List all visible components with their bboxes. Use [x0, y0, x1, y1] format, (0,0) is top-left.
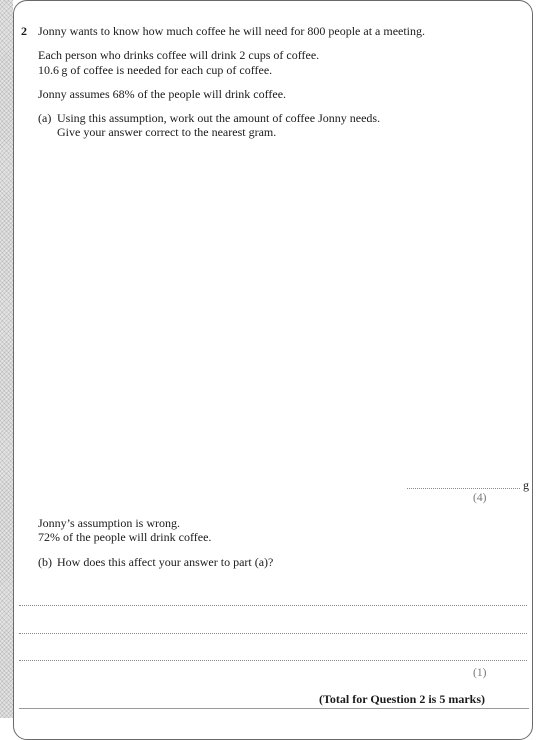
- answer-line-a[interactable]: [407, 488, 520, 489]
- part-a-label: (a): [38, 111, 52, 125]
- part-a-line-2: Give your answer correct to the nearest gram.: [57, 125, 277, 139]
- part-a-line-1: Using this assumption, work out the amount of coffee Jonny needs.: [57, 111, 381, 125]
- question-number: 2: [21, 24, 27, 38]
- part-b-text: How does this affect your answer to part (a)?: [57, 555, 274, 569]
- correction-line-2: 72% of the people will drink coffee.: [38, 530, 212, 544]
- part-b-label: (b): [38, 555, 52, 569]
- total-marks: (Total for Question 2 is 5 marks): [319, 692, 486, 706]
- info-line-2: 10.6 g of coffee is needed for each cup of coffee.: [38, 63, 273, 77]
- correction-line-1: Jonny’s assumption is wrong.: [38, 516, 181, 530]
- answer-line-b-3[interactable]: [19, 660, 527, 661]
- bottom-rule: [19, 708, 529, 709]
- question-intro: Jonny wants to know how much coffee he will need for 800 people at a meeting.: [38, 24, 426, 38]
- info-line-1: Each person who drinks coffee will drink 2 cups of coffee.: [38, 48, 320, 62]
- marks-a: (4): [473, 492, 487, 504]
- answer-line-b-2[interactable]: [19, 633, 527, 634]
- answer-line-b-1[interactable]: [19, 605, 527, 606]
- assumption-text: Jonny assumes 68% of the people will drink coffee.: [38, 87, 287, 101]
- answer-unit-a: g: [523, 478, 529, 492]
- marks-b: (1): [473, 667, 487, 679]
- margin-hatch: [0, 0, 13, 718]
